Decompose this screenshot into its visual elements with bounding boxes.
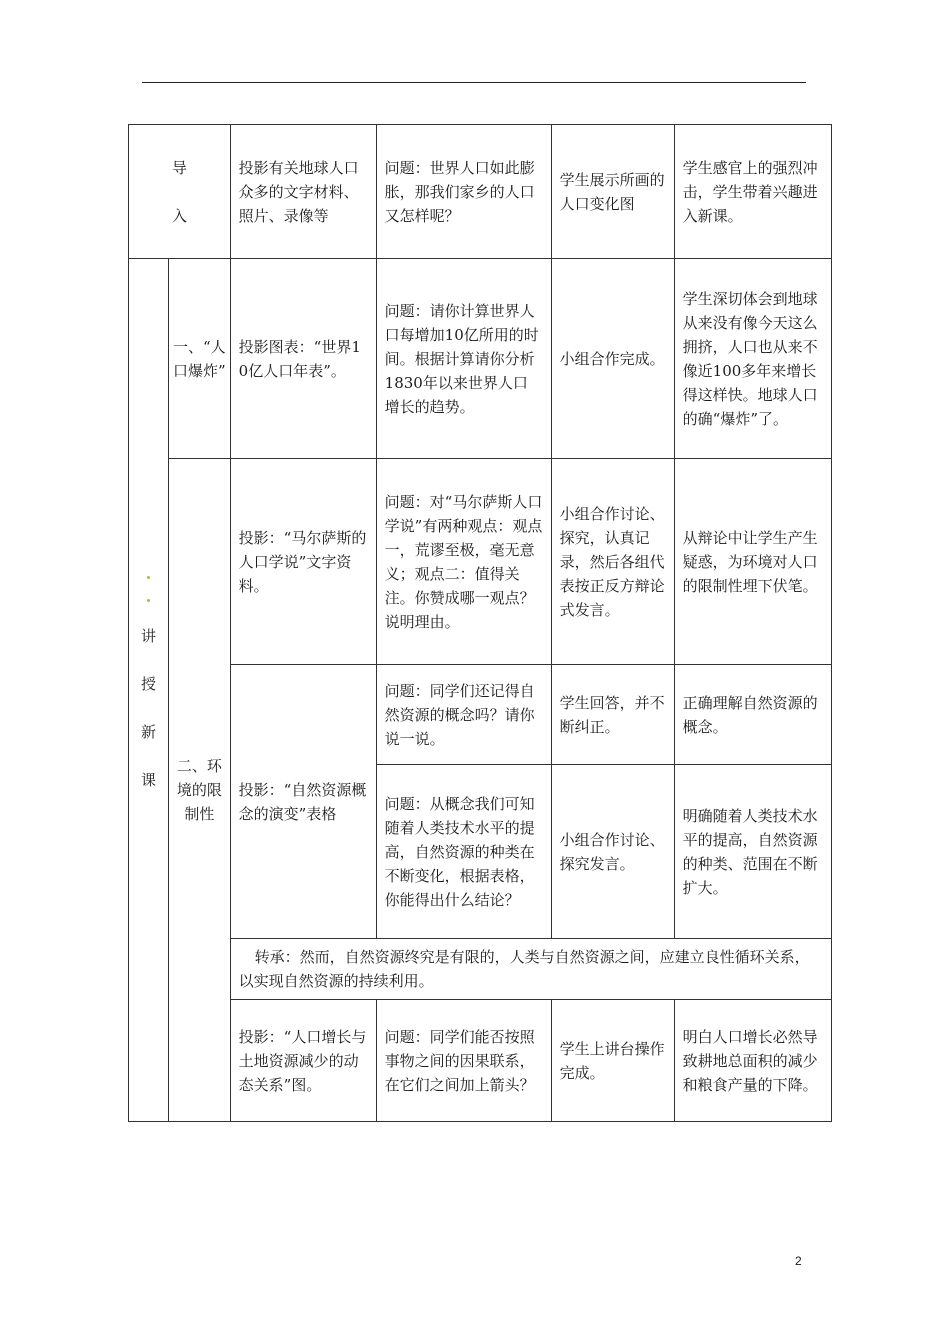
section2-title: 二、环境的限制性 (169, 459, 231, 1122)
phase-lecture-char-2: 授 (140, 675, 156, 693)
row-land (129, 1000, 832, 1122)
land-goal: 明白人口增长必然导致耕地总面积的减少和粮食产量的下降。 (674, 1000, 831, 1122)
lesson-plan-table (128, 124, 832, 1122)
resources-material: 投影：“自然资源概念的演变”表格 (230, 665, 376, 939)
row-transition (129, 939, 832, 1000)
malthus-goal: 从辩论中让学生产生疑惑，为环境对人口的限制性埋下伏笔。 (674, 459, 831, 665)
section1-student: 小组合作完成。 (551, 259, 674, 459)
phase-lecture-char-4: 课 (140, 771, 156, 789)
land-student: 学生上讲台操作完成。 (551, 1000, 674, 1122)
malthus-student: 小组合作讨论、探究，认真记录，然后各组代表按正反方辩论式发言。 (551, 459, 674, 665)
phase-intro (129, 125, 231, 259)
marker-dot (147, 599, 150, 602)
section1-material: 投影图表：“世界10亿人口年表”。 (230, 259, 376, 459)
land-question: 问题：同学们能否按照事物之间的因果联系，在它们之间加上箭头？ (376, 1000, 551, 1122)
phase-lecture (129, 259, 169, 1122)
row-intro (129, 125, 832, 259)
page-number: 2 (795, 1254, 802, 1268)
intro-student: 学生展示所画的人口变化图 (551, 125, 674, 259)
row-resources-1 (129, 665, 832, 765)
intro-question: 问题：世界人口如此膨胀，那我们家乡的人口又怎样呢？ (376, 125, 551, 259)
resources-goal-2: 明确随着人类技术水平的提高，自然资源的种类、范围在不断扩大。 (674, 765, 831, 939)
resources-goal-1: 正确理解自然资源的概念。 (674, 665, 831, 765)
section1-goal: 学生深切体会到地球从来没有像今天这么拥挤，人口也从来不像近100多年来增长得这样快。地球人口的确“爆炸”了。 (674, 259, 831, 459)
resources-question-2: 问题：从概念我们可知随着人类技术水平的提高，自然资源的种类在不断变化，根据表格，你能得出什么结论？ (376, 765, 551, 939)
resources-question-1: 问题：同学们还记得自然资源的概念吗？请你说一说。 (376, 665, 551, 765)
phase-intro-char-1: 导 (171, 158, 187, 177)
resources-student-1: 学生回答，并不断纠正。 (551, 665, 674, 765)
phase-lecture-char-3: 新 (140, 723, 156, 741)
land-material: 投影：“人口增长与土地资源减少的动态关系”图。 (230, 1000, 376, 1122)
phase-lecture-char-1: 讲 (140, 627, 156, 645)
intro-goal: 学生感官上的强烈冲击，学生带着兴趣进入新课。 (674, 125, 831, 259)
row-section2-malthus (129, 459, 832, 665)
resources-student-2: 小组合作讨论、探究发言。 (551, 765, 674, 939)
section1-title: 一、“人口爆炸” (169, 259, 231, 459)
header-rule (142, 82, 806, 83)
marker-dot (147, 576, 150, 579)
malthus-material: 投影：“马尔萨斯的人口学说”文字资料。 (230, 459, 376, 665)
malthus-question: 问题：对“马尔萨斯人口学说”有两种观点：观点一，荒谬至极，毫无意义；观点二：值得关注。你赞成哪一观点？说明理由。 (376, 459, 551, 665)
section1-question: 问题：请你计算世界人口每增加10亿所用的时间。根据计算请你分析1830年以来世界人口增长的趋势。 (376, 259, 551, 459)
intro-material: 投影有关地球人口众多的文字材料、照片、录像等 (230, 125, 376, 259)
transition-text: 转承：然而，自然资源终究是有限的，人类与自然资源之间，应建立良性循环关系，以实现自然资源的持续利用。 (230, 939, 831, 1000)
row-section1 (129, 259, 832, 459)
phase-intro-char-2: 入 (171, 206, 187, 225)
